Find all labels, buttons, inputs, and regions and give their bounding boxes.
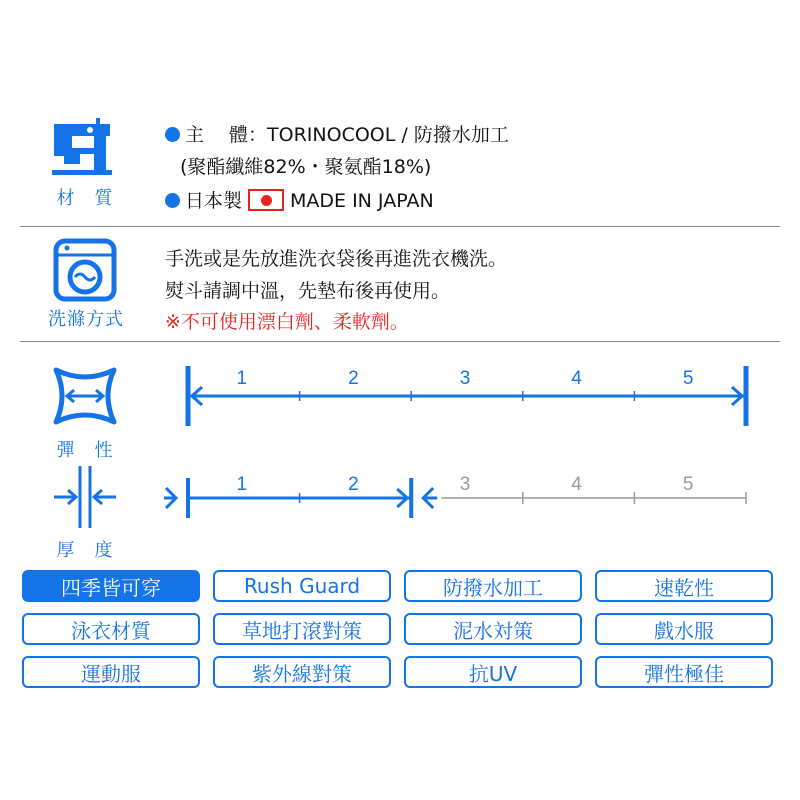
thickness-icon — [52, 464, 118, 530]
bullet-icon — [165, 127, 180, 142]
feature-tag: 泳衣材質 — [22, 613, 200, 645]
material-label: 材 質 — [56, 188, 114, 209]
scale-tick-label: 2 — [348, 474, 359, 495]
scale-tick-label: 1 — [236, 474, 248, 495]
scale-tick-label: 3 — [459, 474, 471, 495]
material-composition: (聚酯纖維82%・聚氨酯18%) — [180, 156, 432, 178]
feature-tag: 四季皆可穿 — [22, 570, 200, 602]
feature-tag: 泥水対策 — [404, 613, 582, 645]
material-origin-line — [165, 186, 434, 213]
washing-instruction-1: 手洗或是先放進洗衣袋後再進洗衣機洗。 — [165, 248, 508, 270]
made-in-label: 日本製 — [185, 190, 243, 212]
scale-tick-label: 5 — [682, 368, 694, 389]
scale-tick-label: 4 — [571, 474, 582, 495]
divider — [20, 226, 780, 227]
material-body-line — [165, 120, 509, 147]
feature-tag: 速乾性 — [595, 570, 773, 602]
feature-tag: 運動服 — [22, 656, 200, 688]
material-body-text: 主 體：TORINOCOOL / 防撥水加工 — [185, 124, 509, 146]
made-in-japan-text: MADE IN JAPAN — [290, 190, 434, 212]
scale-tick-label: 5 — [682, 474, 694, 495]
thickness-label: 厚 度 — [56, 540, 114, 561]
japan-flag-icon — [248, 189, 284, 211]
feature-tag: 抗UV — [404, 656, 582, 688]
feature-tag: 戲水服 — [595, 613, 773, 645]
feature-tag: 彈性極佳 — [595, 656, 773, 688]
washing-machine-icon — [53, 238, 117, 302]
scale-tick-label: 3 — [459, 368, 471, 389]
washing-instruction-2: 熨斗請調中溫，先墊布後再使用。 — [165, 280, 451, 302]
scale-tick-label: 2 — [348, 368, 359, 389]
stretch-scale — [160, 360, 770, 440]
stretch-icon — [52, 366, 118, 426]
feature-tag: 防撥水加工 — [404, 570, 582, 602]
scale-tick-label: 1 — [236, 368, 248, 389]
divider — [20, 341, 780, 342]
scale-tick-label: 4 — [571, 368, 582, 389]
sewing-machine-icon — [50, 118, 118, 178]
washing-warning: ※不可使用漂白劑、柔軟劑。 — [165, 311, 409, 333]
feature-tag: 草地打滾對策 — [213, 613, 391, 645]
feature-tag: Rush Guard — [213, 570, 391, 602]
washing-label: 洗滌方式 — [48, 309, 124, 330]
bullet-icon — [165, 193, 180, 208]
feature-tag: 紫外線對策 — [213, 656, 391, 688]
stretch-label: 彈 性 — [56, 440, 114, 461]
thickness-scale — [160, 462, 770, 542]
